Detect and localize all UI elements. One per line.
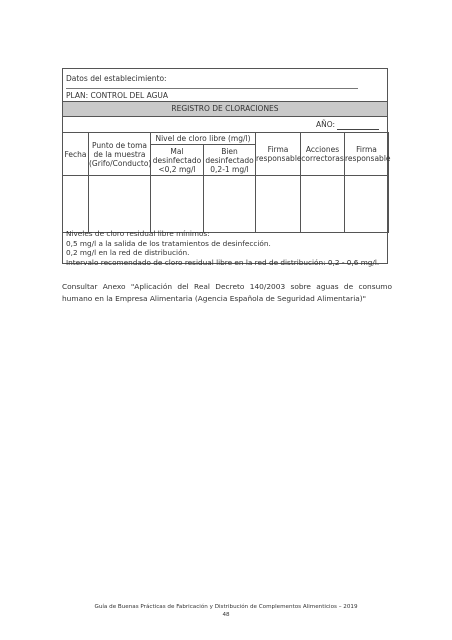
entry-cell-firma-1[interactable] xyxy=(256,176,301,233)
entry-cell-punto-toma[interactable] xyxy=(89,176,151,233)
entry-cell-fecha[interactable] xyxy=(63,176,89,233)
year-label: AÑO: xyxy=(315,120,335,129)
chlorination-register-form xyxy=(62,68,391,267)
register-title: REGISTRO DE CLORACIONES xyxy=(63,102,387,117)
header-acciones-correctoras: Acciones correctoras xyxy=(301,133,345,176)
establishment-data-field: Datos del establecimiento: xyxy=(66,72,358,89)
note-line: 0,5 mg/l a la salida de los tratamientos de desinfección. xyxy=(66,238,271,248)
header-firma-responsable-2: Firma responsable xyxy=(345,133,389,176)
register-table xyxy=(62,132,389,233)
entry-cell-mal-desinfectado[interactable] xyxy=(151,176,204,233)
entry-cell-acciones[interactable] xyxy=(301,176,345,233)
header-firma-responsable-1: Firma responsable xyxy=(256,133,301,176)
footer-guide-title: Guía de Buenas Prácticas de Fabricación y Distribución de Complementos Alimenticios – 2019 xyxy=(94,604,358,610)
page-number: 48 xyxy=(222,612,230,618)
header-mal-desinfectado: Mal desinfectado <0,2 mg/l xyxy=(151,145,204,176)
year-field xyxy=(316,119,379,130)
header-nivel-cloro: Nivel de cloro libre (mg/l) xyxy=(151,133,256,145)
consult-annex-paragraph: Consultar Anexo "Aplicación del Real Decreto 140/2003 sobre aguas de consumo humano en la Empresa Alimentaria (Agencia Española de Seguridad Alimentaria)" xyxy=(62,282,392,303)
year-blank-line xyxy=(337,120,379,130)
entry-cell-bien-desinfectado[interactable] xyxy=(204,176,256,233)
chlorine-notes xyxy=(66,229,379,267)
header-fecha: Fecha xyxy=(63,133,89,176)
header-punto-toma: Punto de toma de la muestra (Grifo/Conducto) xyxy=(89,133,151,176)
plan-label: PLAN: CONTROL DEL AGUA xyxy=(63,89,387,102)
note-line: Niveles de cloro residual libre mínimos: xyxy=(66,229,210,238)
entry-cell-firma-2[interactable] xyxy=(345,176,389,233)
note-line: 0,2 mg/l en la red de distribución. xyxy=(66,248,190,257)
note-line: Intervalo recomendado de cloro residual libre en la red de distribución: 0,2 - 0,6 mg/l. xyxy=(66,257,380,267)
header-bien-desinfectado: Bien desinfectado 0,2-1 mg/l xyxy=(205,146,254,174)
